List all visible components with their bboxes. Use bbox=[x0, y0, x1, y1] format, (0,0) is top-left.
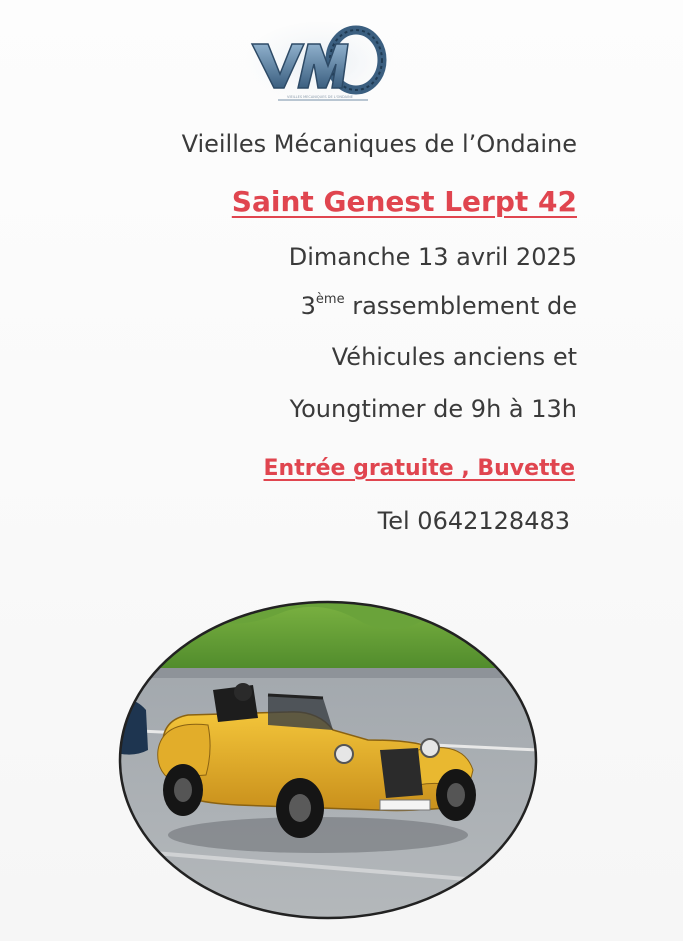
logo-tagline: VIEILLES MECANIQUES DE L'ONDAINE bbox=[287, 95, 353, 99]
gathering-line bbox=[301, 292, 577, 320]
vehicles-line: Véhicules anciens et bbox=[331, 343, 577, 371]
event-date: Dimanche 13 avril 2025 bbox=[288, 243, 577, 271]
gathering-ordinal-suffix: ème bbox=[315, 292, 345, 307]
gathering-text: rassemblement de bbox=[344, 292, 577, 320]
phone-number: Tel 0642128483 bbox=[377, 507, 570, 535]
hours-line: Youngtimer de 9h à 13h bbox=[289, 395, 577, 423]
club-name: Vieilles Mécaniques de l’Ondaine bbox=[181, 130, 577, 158]
event-location: Saint Genest Lerpt 42 bbox=[231, 185, 577, 218]
entry-info: Entrée gratuite , Buvette bbox=[263, 456, 575, 481]
gathering-ordinal: 3 bbox=[300, 292, 316, 320]
vmo-logo bbox=[238, 18, 398, 108]
car-photo bbox=[118, 600, 538, 920]
